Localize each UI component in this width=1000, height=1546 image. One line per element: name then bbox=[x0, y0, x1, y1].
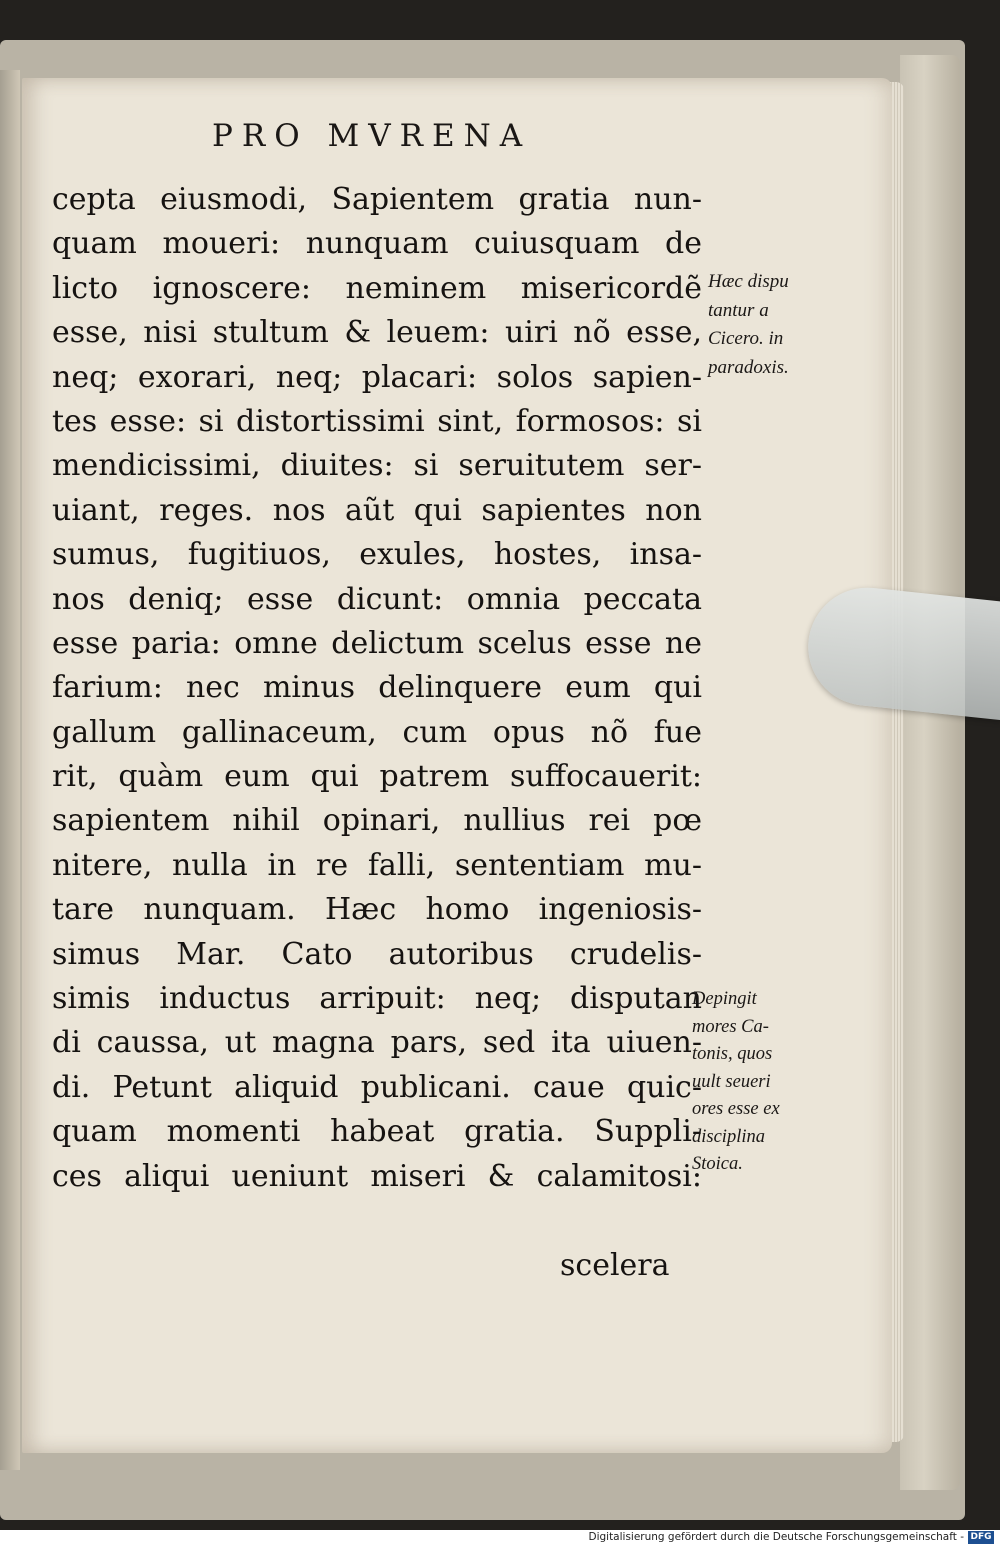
margin-note-line: mores Ca- bbox=[692, 1016, 769, 1037]
text-line: tes esse: si distortissimi sint, formosos: si bbox=[52, 403, 702, 439]
text-line: esse paria: omne delictum scelus esse ne bbox=[52, 625, 702, 661]
margin-note-line: Depingit bbox=[692, 989, 757, 1009]
text-line: farium: nec minus delinquere eum qui bbox=[52, 670, 702, 706]
text-line: gallum gallinaceum, cum opus nõ fue bbox=[52, 714, 702, 750]
text-line: nos deniq; esse dicunt: omnia peccata bbox=[52, 581, 702, 617]
text-line: ces aliqui ueniunt miseri & calamitosi: bbox=[52, 1158, 702, 1194]
margin-note-line: disciplina bbox=[692, 1126, 765, 1147]
text-line: sapientem nihil opinari, nullius rei pœ bbox=[52, 803, 702, 839]
dfg-logo: DFG bbox=[968, 1531, 994, 1544]
text-line: simus Mar. Cato autoribus crudelis- bbox=[52, 936, 702, 972]
margin-note-line: tantur a bbox=[708, 299, 769, 321]
facing-page-edge bbox=[0, 70, 20, 1470]
text-line: rit, quàm eum qui patrem suffocauerit: bbox=[52, 759, 702, 795]
text-line: di caussa, ut magna pars, sed ita uiuen- bbox=[52, 1025, 702, 1061]
text-line: cepta eiusmodi, Sapientem gratia nun- bbox=[52, 182, 702, 217]
text-line: mendicissimi, diuites: si seruitutem ser- bbox=[52, 448, 702, 484]
text-line: tare nunquam. Hæc homo ingeniosis- bbox=[52, 892, 702, 928]
margin-note-paradoxis bbox=[708, 268, 789, 382]
margin-note-line: ores esse ex bbox=[692, 1099, 780, 1119]
text-line: licto ignoscere: neminem misericordẽ bbox=[52, 270, 702, 306]
text-line: di. Petunt aliquid publicani. caue quic- bbox=[52, 1069, 702, 1105]
text-line: uiant, reges. nos aũt qui sapientes non bbox=[52, 492, 702, 528]
margin-note-line: tonis, quos bbox=[692, 1044, 773, 1064]
margin-note-catonis bbox=[692, 986, 780, 1179]
text-line: sumus, fugitiuos, exules, hostes, insa- bbox=[52, 537, 702, 573]
running-head: PRO MVRENA bbox=[212, 118, 532, 154]
funding-credit: Digitalisierung gefördert durch die Deutsche Forschungsgemeinschaft - bbox=[588, 1531, 964, 1543]
margin-note-line: paradoxis. bbox=[708, 356, 789, 378]
text-line: quam moueri: nunquam cuiusquam de bbox=[52, 226, 702, 262]
catchword: scelera bbox=[560, 1248, 670, 1283]
margin-note-line: Cicero. in bbox=[708, 328, 784, 349]
margin-note-line: Stoica. bbox=[692, 1154, 743, 1174]
margin-note-line: uult seueri bbox=[692, 1071, 771, 1092]
text-line: esse, nisi stultum & leuem: uiri nõ esse, bbox=[52, 315, 702, 351]
cover-edge bbox=[900, 55, 960, 1490]
text-line: simis inductus arripuit: neq; disputan bbox=[52, 981, 702, 1017]
margin-note-line: Hæc dispu bbox=[708, 271, 789, 292]
main-text-block bbox=[52, 178, 702, 1199]
text-line: quam momenti habeat gratia. Suppli- bbox=[52, 1114, 702, 1150]
text-line: neq; exorari, neq; placari: solos sapien- bbox=[52, 359, 702, 395]
text-line: nitere, nulla in re falli, sententiam mu- bbox=[52, 847, 702, 883]
